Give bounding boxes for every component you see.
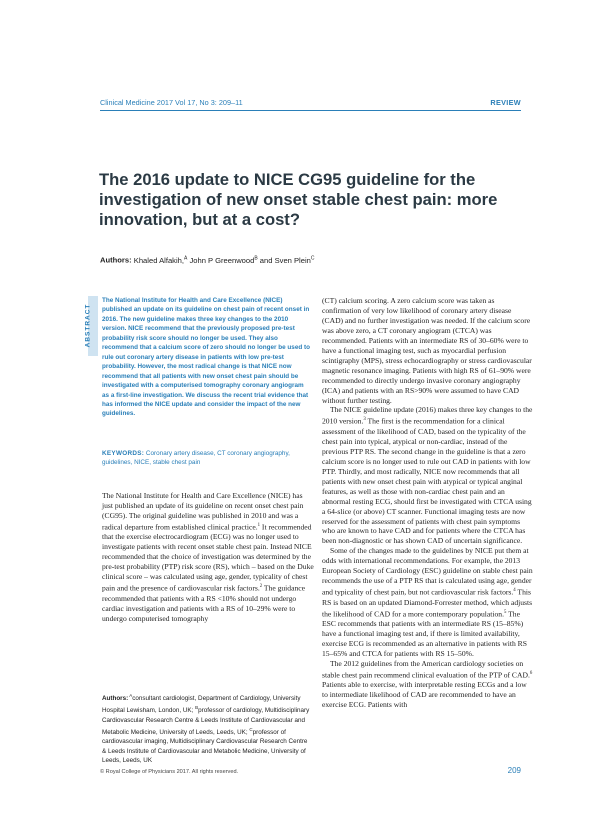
affiliation-marker: A <box>184 255 188 261</box>
author-name: Khaled Alfakih, <box>133 255 185 265</box>
body-text: consultant cardiologist, Department of Cardiology, University Hospital Lewisham, London, UK; <box>102 695 301 715</box>
reference-marker: C <box>249 727 253 733</box>
body-text: This RS is based on an updated Diamond-Forrester method, which adjusts the likelihood of CAD for a more contemporary population. <box>322 587 533 619</box>
reference-marker: 6 <box>529 670 533 676</box>
affiliation-marker: C <box>310 255 315 261</box>
reference-marker: A <box>128 693 133 698</box>
keywords-list: Coronary artery disease, CT coronary angiography, guidelines, NICE, stable chest pain <box>102 450 290 467</box>
author-name: John P Greenwood <box>187 255 255 265</box>
author-name: and Sven Plein <box>257 255 311 265</box>
reference-marker: 3 <box>363 417 366 423</box>
reference-marker: 5 <box>504 609 507 615</box>
journal-citation: Clinical Medicine 2017 Vol 17, No 3: 209–11 <box>100 98 243 107</box>
header-rule <box>100 110 521 111</box>
body-text: professor of cardiovascular imaging, Multidisciplinary Cardiovascular Research Centre & Leeds Institute of Cardiovascular and Metabolic Medicine, University of Leeds, Leeds, UK <box>102 729 308 765</box>
authors-label: Authors: <box>100 255 132 265</box>
reference-marker: 1 <box>257 522 261 528</box>
body-text: The ESC recommends that patients with an intermediate RS (15–85%) have a functional imaging test and, if there is limited availability, exercise ECG is recommended as an alternative in patients with RS 15–65% and CTCA for patients with RS 15–50%. <box>322 609 527 658</box>
affiliations-text <box>102 695 309 764</box>
abstract-tab-label: ABSTRACT <box>84 303 92 348</box>
body-text: The 2012 guidelines from the American cardiology societies on stable chest pain recommend clinical evaluation of the PTP of CAD. <box>322 658 530 680</box>
keywords-label: KEYWORDS: <box>102 450 145 457</box>
page-number: 209 <box>507 766 521 775</box>
body-paragraph <box>322 405 534 546</box>
abstract-tab <box>84 296 98 356</box>
body-text: (CT) calcium scoring. A zero calcium score was taken as confirmation of very low likelihood of coronary artery disease (CAD) and no further investigation was needed. If the calcium score was above zero, a CT coronary angiogram (CTCA) was recommended. Patients with an intermediate RS of 30–60% were to have a functional imaging test, such as myocardial perfusion scintigraphy (MPS), stress echocardiography or stress cardiovascular magnetic resonance imaging. Patients with high RS of 61–90% were recommended to directly undergo invasive coronary angiography (ICA) and patients with an RS>90% were assumed to have CAD without further testing. <box>322 296 532 405</box>
copyright-notice: © Royal College of Physicians 2017. All rights reserved. <box>100 769 239 775</box>
reference-marker: B <box>195 705 199 711</box>
body-text: The NICE guideline update (2016) makes three key changes to the 2010 version. <box>322 405 533 426</box>
author-line <box>100 255 315 265</box>
article-title: The 2016 update to NICE CG95 guideline for the investigation of new onset stable chest pain: more innovation, but at a cost? <box>99 170 498 229</box>
reference-marker: 4 <box>513 588 516 594</box>
body-paragraph <box>322 296 534 405</box>
body-text: Patients able to exercise, with interpretable resting ECGs and a low to intermediate likelihood of CAD are recommended to have an exercise ECG. Patients with <box>322 680 527 710</box>
body-text: The National Institute for Health and Care Excellence (NICE) has just published an update of its guideline on recent onset chest pain (CG95). The original guideline was published in 2010 and was a radical departure from established clinical practice. <box>102 491 304 532</box>
keywords <box>102 449 312 468</box>
body-right-column <box>322 296 534 710</box>
affiliations-label: Authors: <box>102 695 129 703</box>
body-paragraph <box>322 546 534 659</box>
body-left-column <box>102 491 314 623</box>
author-names <box>134 256 315 265</box>
author-affiliations <box>102 691 312 765</box>
reference-marker: 2 <box>259 584 263 590</box>
body-text: The guidance recommended that patients with a RS <10% should not undergo cardiac investigation and patients with a RS of 10–29% were to undergo computerised tomography <box>102 583 305 623</box>
body-text: professor of cardiology, Multidisciplinary Cardiovascular Research Centre & Leeds Institute of Cardiovascular and Metabolic Medicine, University of Leeds, Leeds, UK; <box>102 707 310 737</box>
body-paragraph <box>322 659 534 710</box>
body-text: Some of the changes made to the guidelines by NICE put them at odds with international recommendations. For example, the 2013 European Society of Cardiology (ESC) guideline on stable chest pain recommends the use of a PTP RS that is calculated using age, gender and typicality of chest pain, but not cardiovascular risk factors. <box>322 546 533 597</box>
affiliation-marker: B <box>254 255 258 261</box>
abstract-text: The National Institute for Health and Care Excellence (NICE) published an update on its guideline on chest pain of recent onset in 2016. The new guideline makes three key changes to the 2010 version. NICE recommend that the previously proposed pre-test probability risk score should no longer be used. They also recommend that a calcium score of zero should no longer be used to rule out coronary artery disease in patients with low pre-test probability. However, the most radical change is that NICE now recommend that all patients with new onset chest pain should be investigated with a computerised tomography coronary angiogram as a first-line investigation. We discuss the recent trial evidence that has informed the NICE update and consider the impact of the new guidelines. <box>102 297 310 418</box>
body-text: The first is the recommendation for a clinical assessment of the likelihood of CAD, based on the typicality of the chest pain into typical, atypical or non-cardiac, instead of the previous PTP RS. The second change in the guideline is that a zero calcium score is no longer used to rule out CAD in patients with low PTP. Thirdly, and most radically, NICE now recommends that all patients with new onset chest pain with atypical or typical anginal features, as well as those with non-cardiac chest pain and an abnormal resting ECG, should first be investigated with CTCA using a 64-slice (or above) CT scanner. Functional imaging tests are now reserved for the assessment of patients with chest pain symptoms who are known to have CAD and for patients where the CTCA has been non-diagnostic or has shown CAD of uncertain significance. <box>322 416 532 546</box>
body-text: It recommended that the exercise electrocardiogram (ECG) was no longer used to investigate patients with recent onset stable chest pain. Instead NICE recommended that the choice of investigation was determined by the pre-test probability (PTP) risk score (RS), which – based on the Duke clinical score – was calculated using age, gender, typicality of chest pain and the presence of cardiovascular risk factors. <box>102 522 314 593</box>
section-label: REVIEW <box>490 98 521 107</box>
